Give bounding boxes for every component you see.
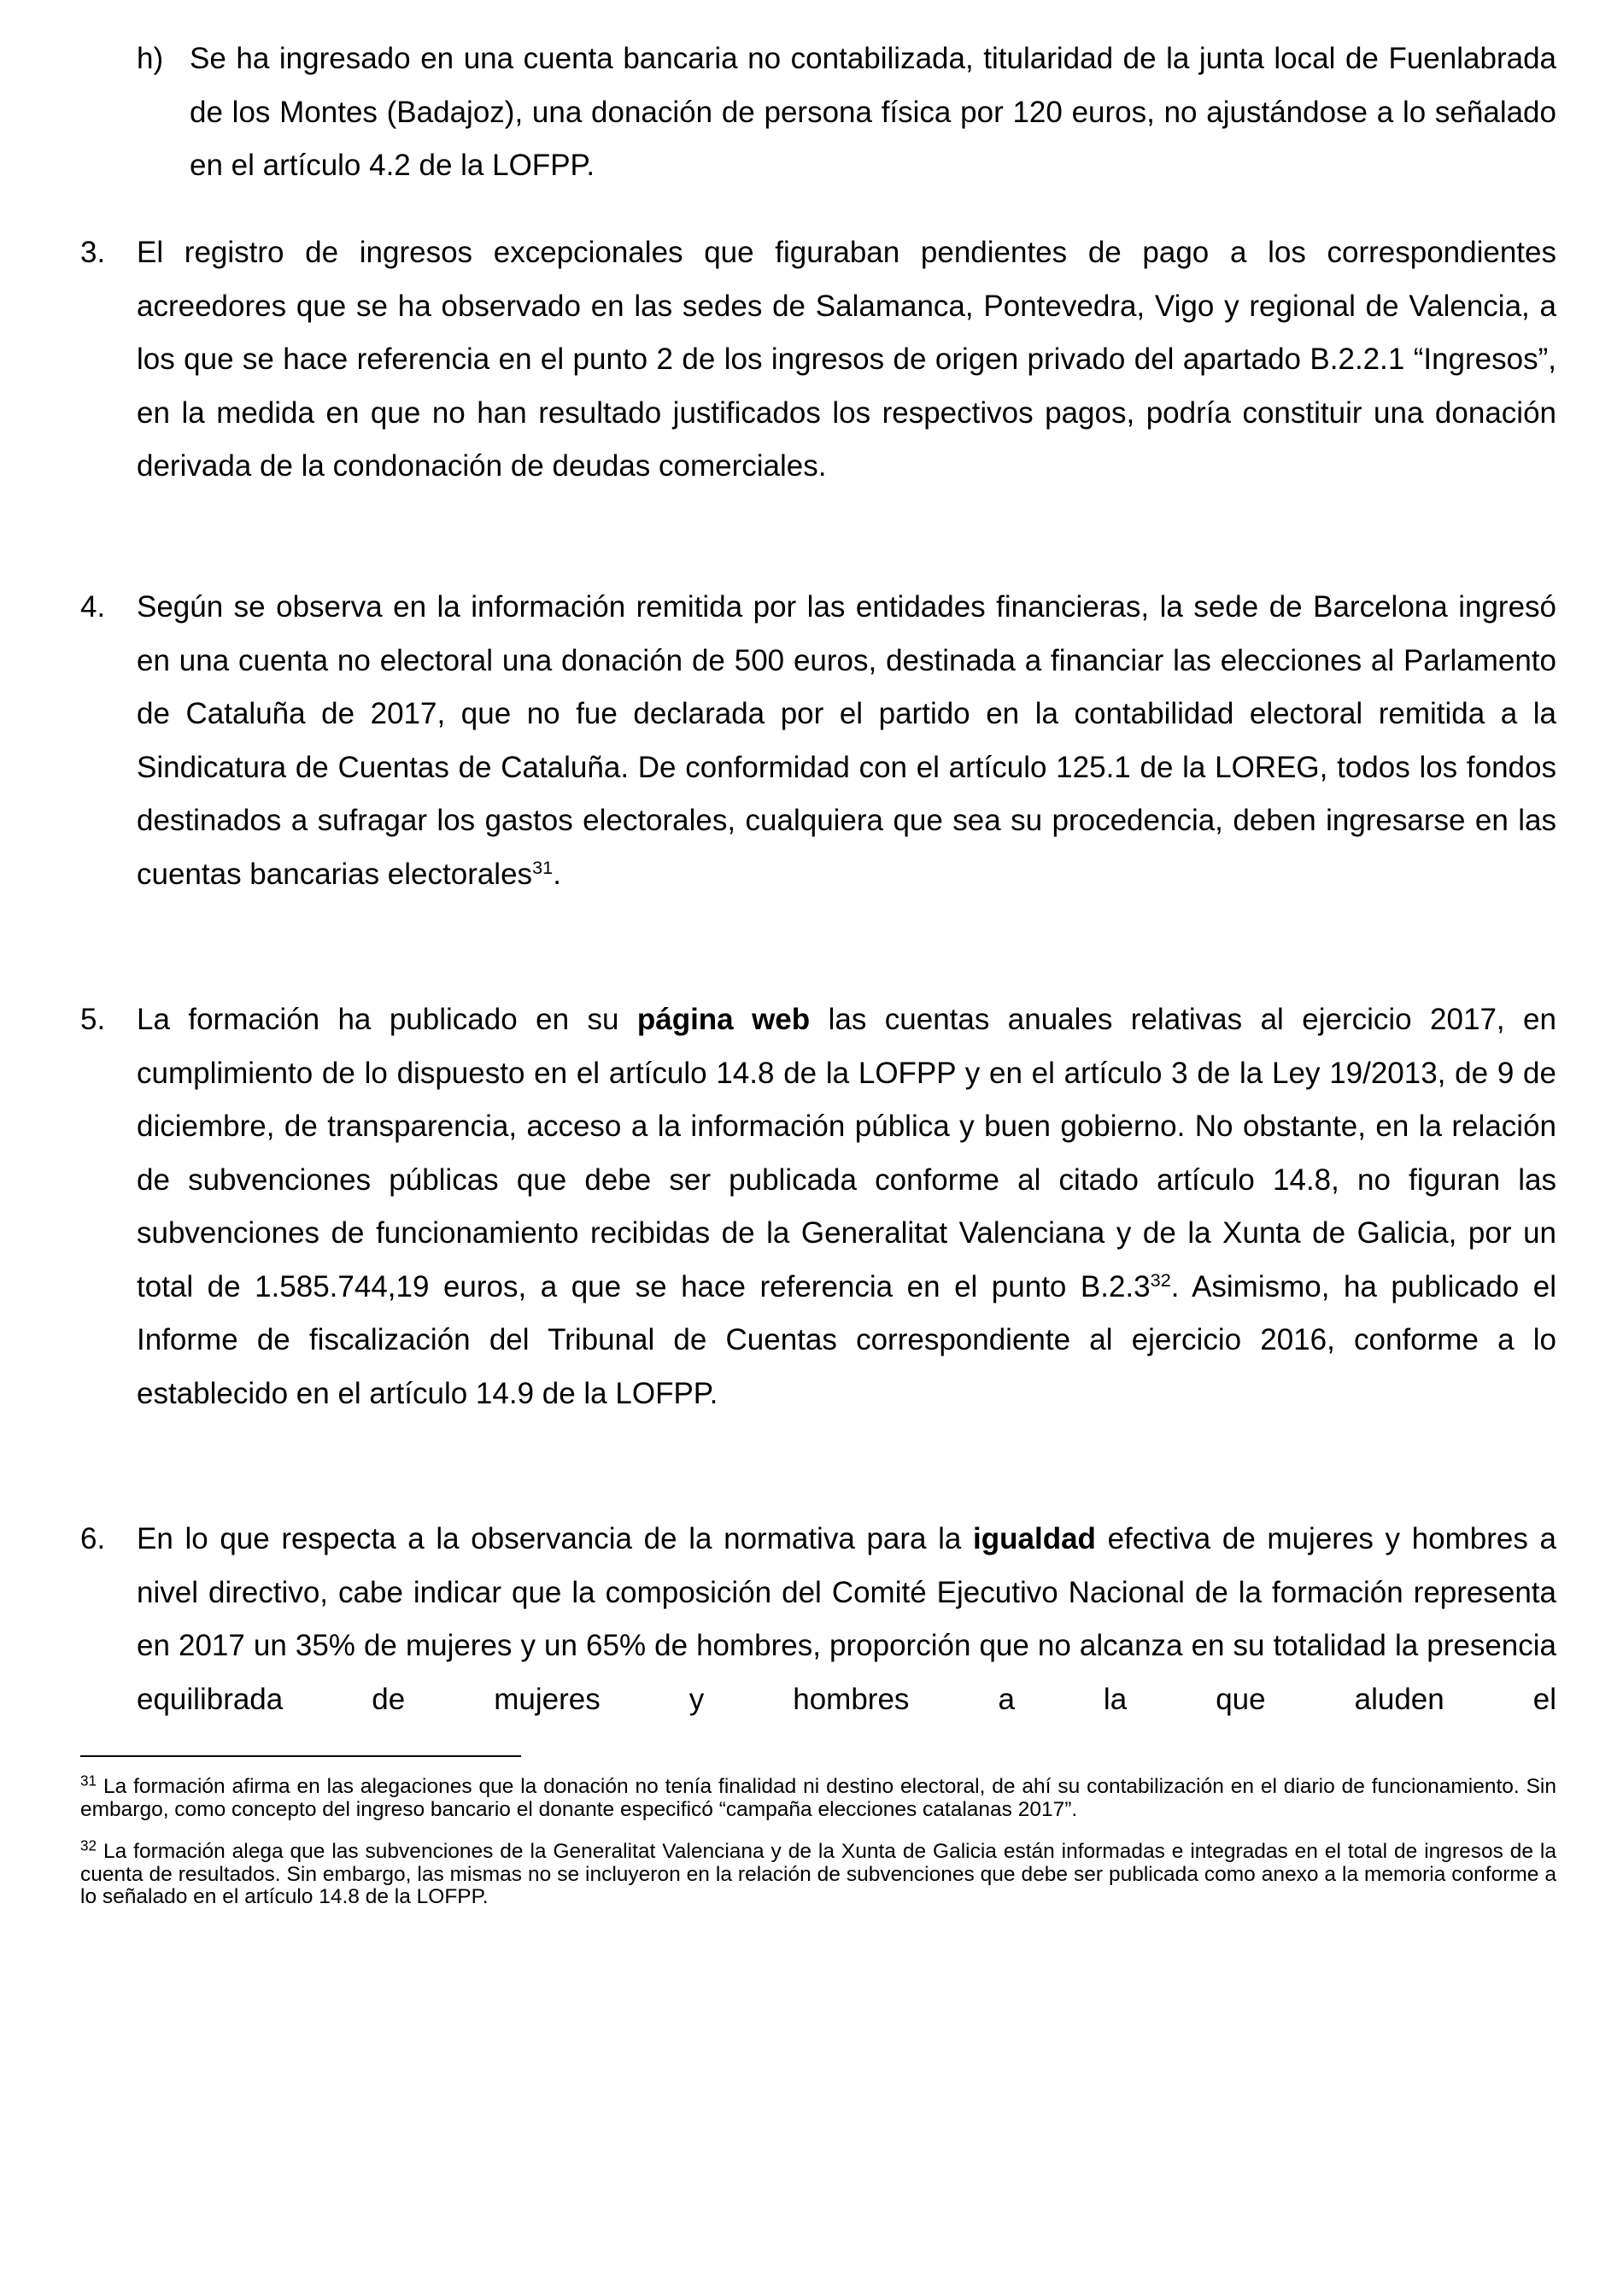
bold-term: igualdad <box>973 1522 1096 1555</box>
paragraph-text: Según se observa en la información remitida por las entidades financieras, la sede de Barcelona ingresó en una cuenta no electoral una donación de 500 euros, destinada a financiar las elecciones al Parlamento de Cataluña de 2017, que no fue declarada por el partido en la contabilidad electoral remitida a la Sindicatura de Cuentas de Cataluña. De conformidad con el artículo 125.1 de la LOREG, todos los fondos destinados a sufragar los gastos electorales, cualquiera que sea su procedencia, deben ingresarse en las cuentas bancarias electorales <box>137 590 1556 891</box>
list-item-text <box>137 1513 1556 1726</box>
list-item-text <box>137 581 1556 901</box>
footnote-separator <box>80 1755 521 1757</box>
paragraph-text-lead: La formación ha publicado en su <box>137 1003 637 1036</box>
list-item-text: Se ha ingresado en una cuenta bancaria no contabilizada, titularidad de la junta local de Fuenlabrada de los Montes (Badajoz), una donación de persona física por 120 euros, no ajustándose a lo señalado en el artículo 4.2 de la LOFPP. <box>190 42 1556 182</box>
footnote-text: La formación afirma en las alegaciones que la donación no tenía finalidad ni destino electoral, de ahí su contabilización en el diario de funcionamiento. Sin embargo, como concepto del ingreso bancario el donante especificó “campaña elecciones catalanas 2017”. <box>80 1775 1556 1821</box>
list-marker-5: 5. <box>80 1003 106 1036</box>
list-item-text <box>137 993 1556 1420</box>
footnote-32 <box>80 1836 1556 1909</box>
paragraph-text-lead: En lo que respecta a la observancia de la normativa para la <box>137 1522 974 1555</box>
bold-term: página web <box>636 1003 811 1036</box>
list-marker-4: 4. <box>80 590 106 624</box>
footnote-mark: 31 <box>80 1772 97 1789</box>
footnote-text: La formación alega que las subvenciones de la Generalitat Valenciana y de la Xunta de Galicia están informadas e integradas en el total de ingresos de la cuenta de resultados. Sin embargo, las mismas no se incluyeron en la relación de subvenciones que debe ser publicada como anexo a la memoria conforme a lo señalado en el artículo 14.8 de la LOFPP. <box>80 1840 1556 1908</box>
paragraph-text-tail: . <box>553 857 561 891</box>
list-marker-h: h) <box>137 42 164 75</box>
footnote-ref-31[interactable]: 31 <box>532 856 554 878</box>
footnote-31 <box>80 1772 1556 1821</box>
footnote-ref-32[interactable]: 32 <box>1150 1268 1171 1291</box>
list-marker-3: 3. <box>80 236 106 269</box>
footnote-mark: 32 <box>80 1836 97 1854</box>
paragraph-text: las cuentas anuales relativas al ejercicio 2017, en cumplimiento de lo dispuesto en el artículo 14.8 de la LOFPP y en el artículo 3 de la Ley 19/2013, de 9 de diciembre, de transparencia, acceso a la información pública y buen gobierno. No obstante, en la relación de subvenciones públicas que debe ser publicada conforme al citado artículo 14.8, no figuran las subvenciones de funcionamiento recibidas de la Generalitat Valenciana y de la Xunta de Galicia, por un total de 1.585.744,19 euros, a que se hace referencia en el punto B.2.3 <box>137 1003 1556 1303</box>
list-marker-6: 6. <box>80 1522 106 1555</box>
paragraph-text-tail: efectiva de mujeres y hombres a nivel directivo, cabe indicar que la composición del Comité Ejecutivo Nacional de la formación representa en 2017 un 35% de mujeres y un 65% de hombres, proporción que no alcanza en su totalidad la presencia equilibrada de mujeres y hombres a la que aluden el <box>137 1522 1556 1716</box>
paragraph-text-tail: . Asimismo, ha publicado el Informe de fiscalización del Tribunal de Cuentas correspondiente al ejercicio 2016, conforme a lo establecido en el artículo 14.9 de la LOFPP. <box>137 1269 1556 1410</box>
list-item-text: El registro de ingresos excepcionales que figuraban pendientes de pago a los correspondientes acreedores que se ha observado en las sedes de Salamanca, Pontevedra, Vigo y regional de Valencia, a los que se hace referencia en el punto 2 de los ingresos de origen privado del apartado B.2.2.1 “Ingresos”, en la medida en que no han resultado justificados los respectivos pagos, podría constituir una donación derivada de la condonación de deudas comerciales. <box>137 236 1556 483</box>
